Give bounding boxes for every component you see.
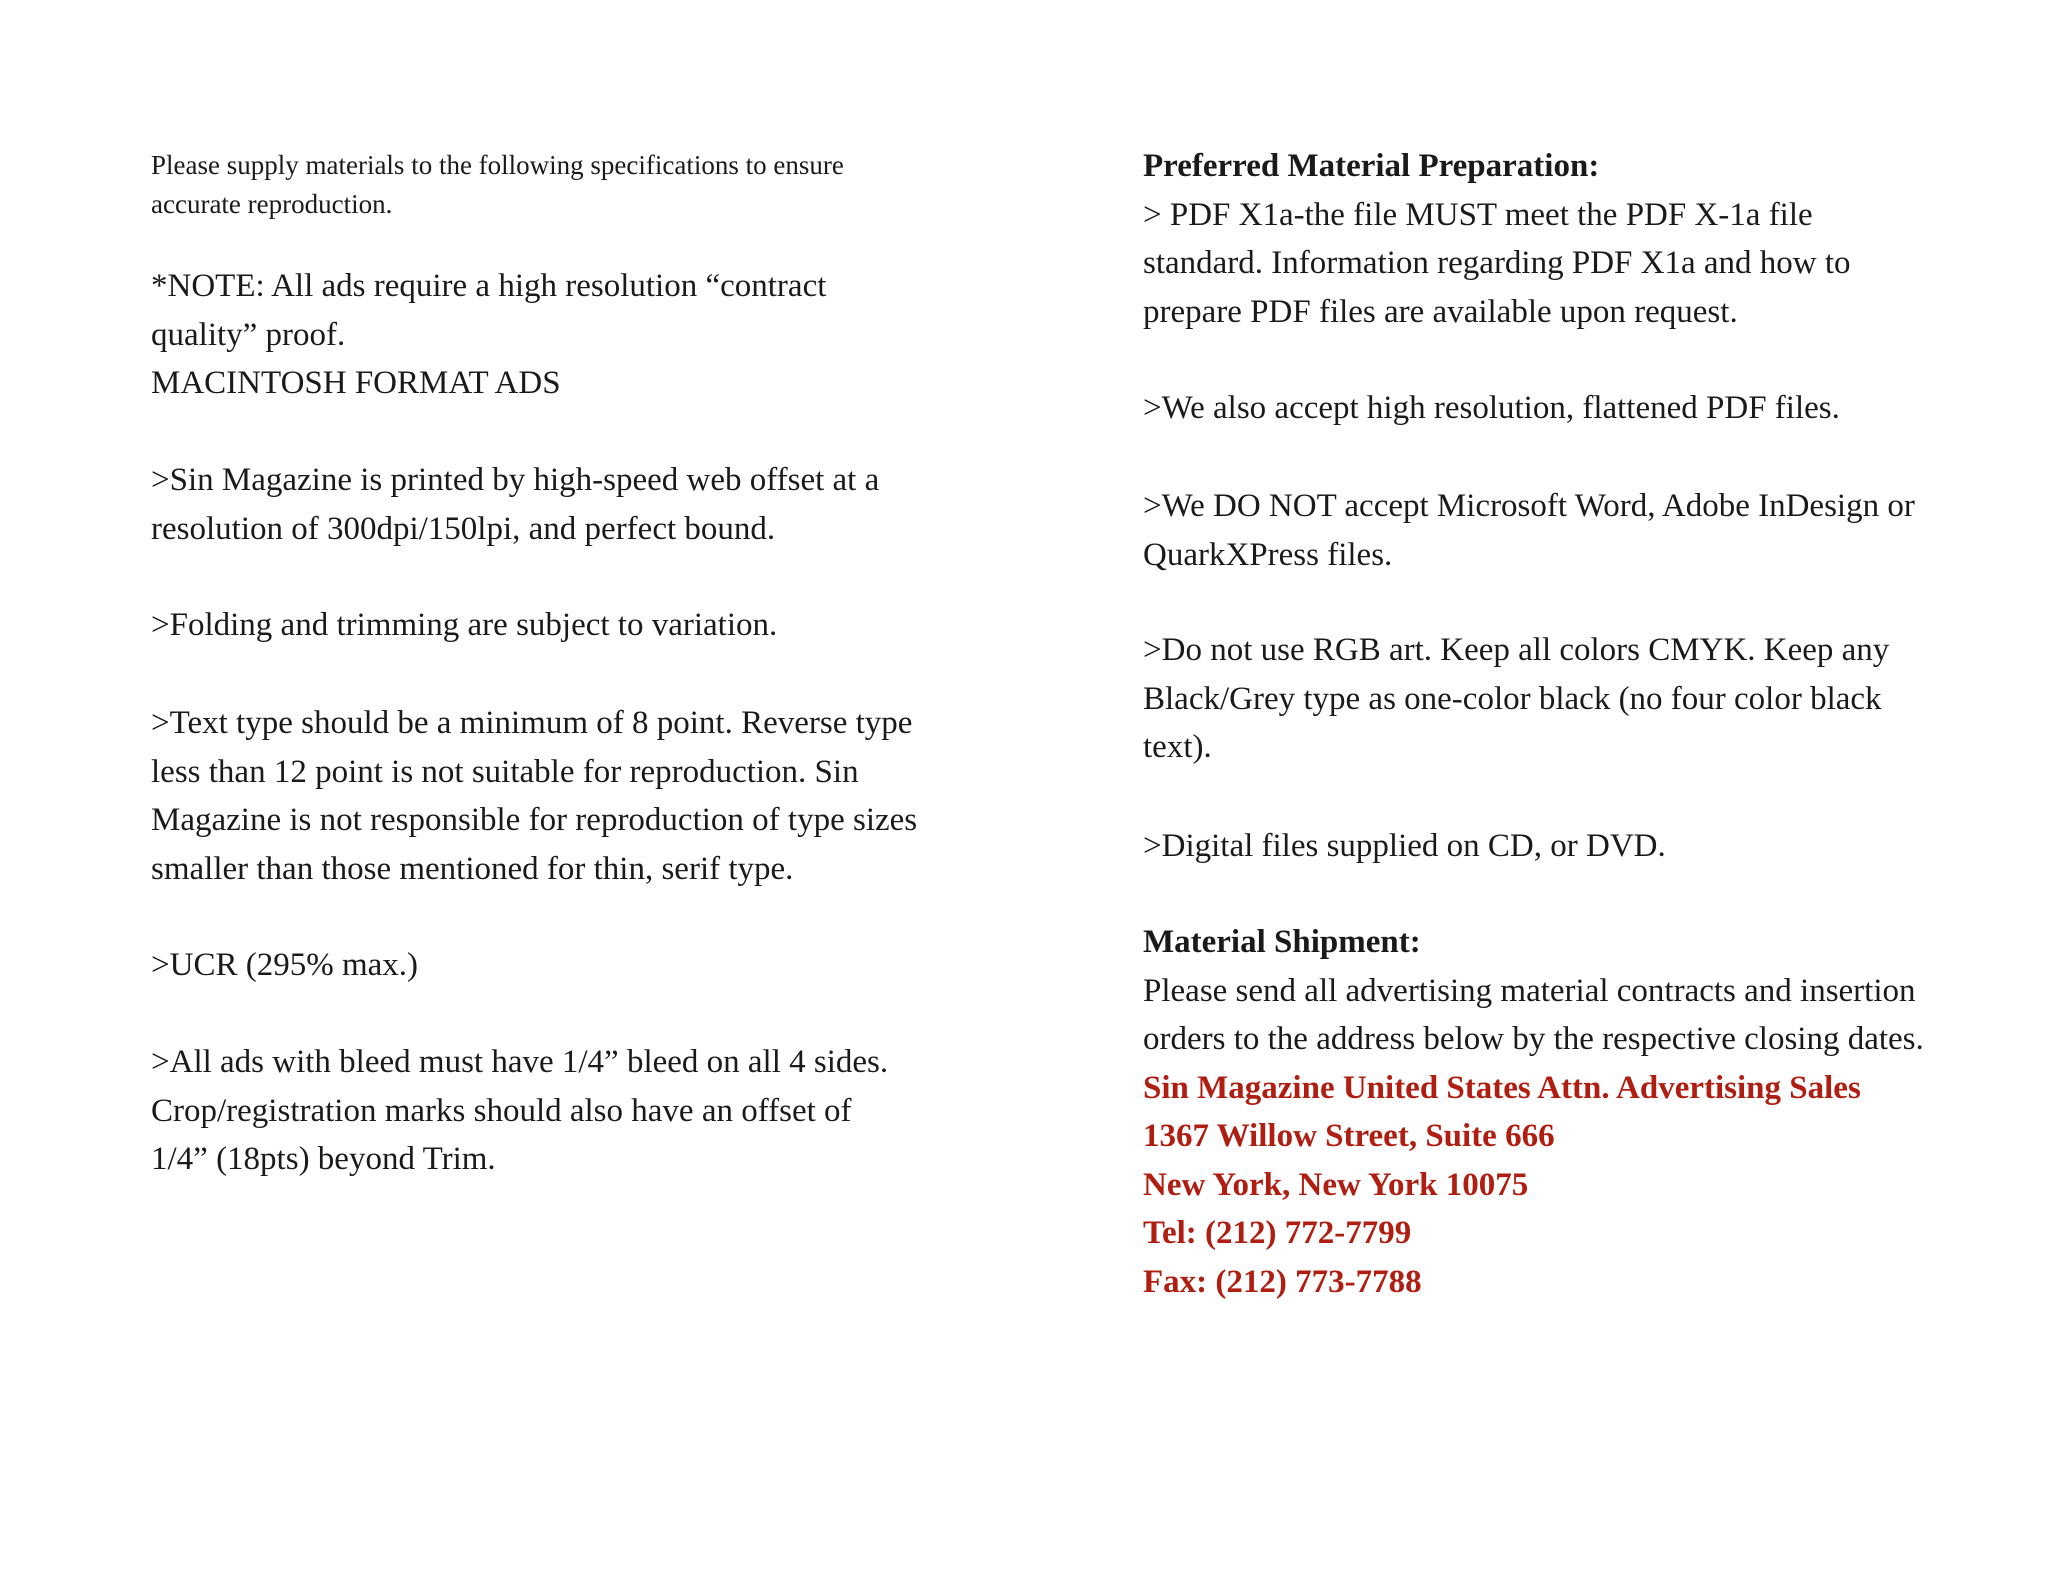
prep-heading: Preferred Material Preparation: [1143, 148, 1600, 184]
spec-bleed-line-1: >All ads with bleed must have 1/4” bleed on all 4 sides. [151, 1044, 889, 1080]
address-line-3: New York, New York 10075 [1143, 1166, 1529, 1203]
prep-media: >Digital files supplied on CD, or DVD. [1143, 828, 1666, 864]
format-heading: MACINTOSH FORMAT ADS [151, 365, 561, 401]
prep-section [1143, 142, 1913, 336]
prep-not-accepted: >We DO NOT accept Microsoft Word, Adobe InDesign or QuarkXPress files. [1143, 488, 1915, 573]
spec-ucr: >UCR (295% max.) [151, 947, 418, 983]
note-block [151, 262, 921, 408]
spec-text-type: >Text type should be a minimum of 8 point. Reverse type less than 12 point is not suitable for reproduction. Sin Magazine is not responsible for reproduction of type sizes smaller than those mentioned for thin, serif type. [151, 705, 918, 887]
spec-bleed-line-2: Crop/registration marks should also have an offset of [151, 1092, 852, 1129]
spec-folding: >Folding and trimming are subject to variation. [151, 607, 778, 643]
shipment-heading: Material Shipment: [1143, 924, 1421, 960]
prep-flattened: >We also accept high resolution, flattened PDF files. [1143, 390, 1840, 426]
spec-bleed-line-3: 1/4” (18pts) beyond Trim. [151, 1141, 496, 1177]
prep-pdf: > PDF X1a-the file MUST meet the PDF X-1a file standard. Information regarding PDF X1a and how to prepare PDF files are available upon request. [1143, 196, 1851, 330]
intro-text: Please supply materials to the following specifications to ensure accurate reproduction. [151, 150, 844, 219]
prep-color: >Do not use RGB art. Keep all colors CMYK. Keep any Black/Grey type as one-color black (no four color black text). [1143, 632, 1890, 765]
address-line-1: Sin Magazine United States Attn. Advertising Sales [1143, 1069, 1861, 1106]
shipment-section [1143, 918, 1943, 1306]
spec-printing: >Sin Magazine is printed by high-speed web offset at a resolution of 300dpi/150lpi, and perfect bound. [151, 462, 880, 547]
shipment-text: Please send all advertising material contracts and insertion orders to the address below by the respective closing dates. [1143, 972, 1924, 1057]
note-line-1: *NOTE: All ads require a high resolution “contract [151, 268, 827, 304]
address-line-2: 1367 Willow Street, Suite 666 [1143, 1118, 1555, 1154]
spec-bleed [151, 1038, 931, 1184]
address-fax: Fax: (212) 773-7788 [1143, 1263, 1422, 1300]
note-line-2: quality” proof. [151, 316, 346, 353]
address-tel: Tel: (212) 772-7799 [1143, 1215, 1412, 1251]
